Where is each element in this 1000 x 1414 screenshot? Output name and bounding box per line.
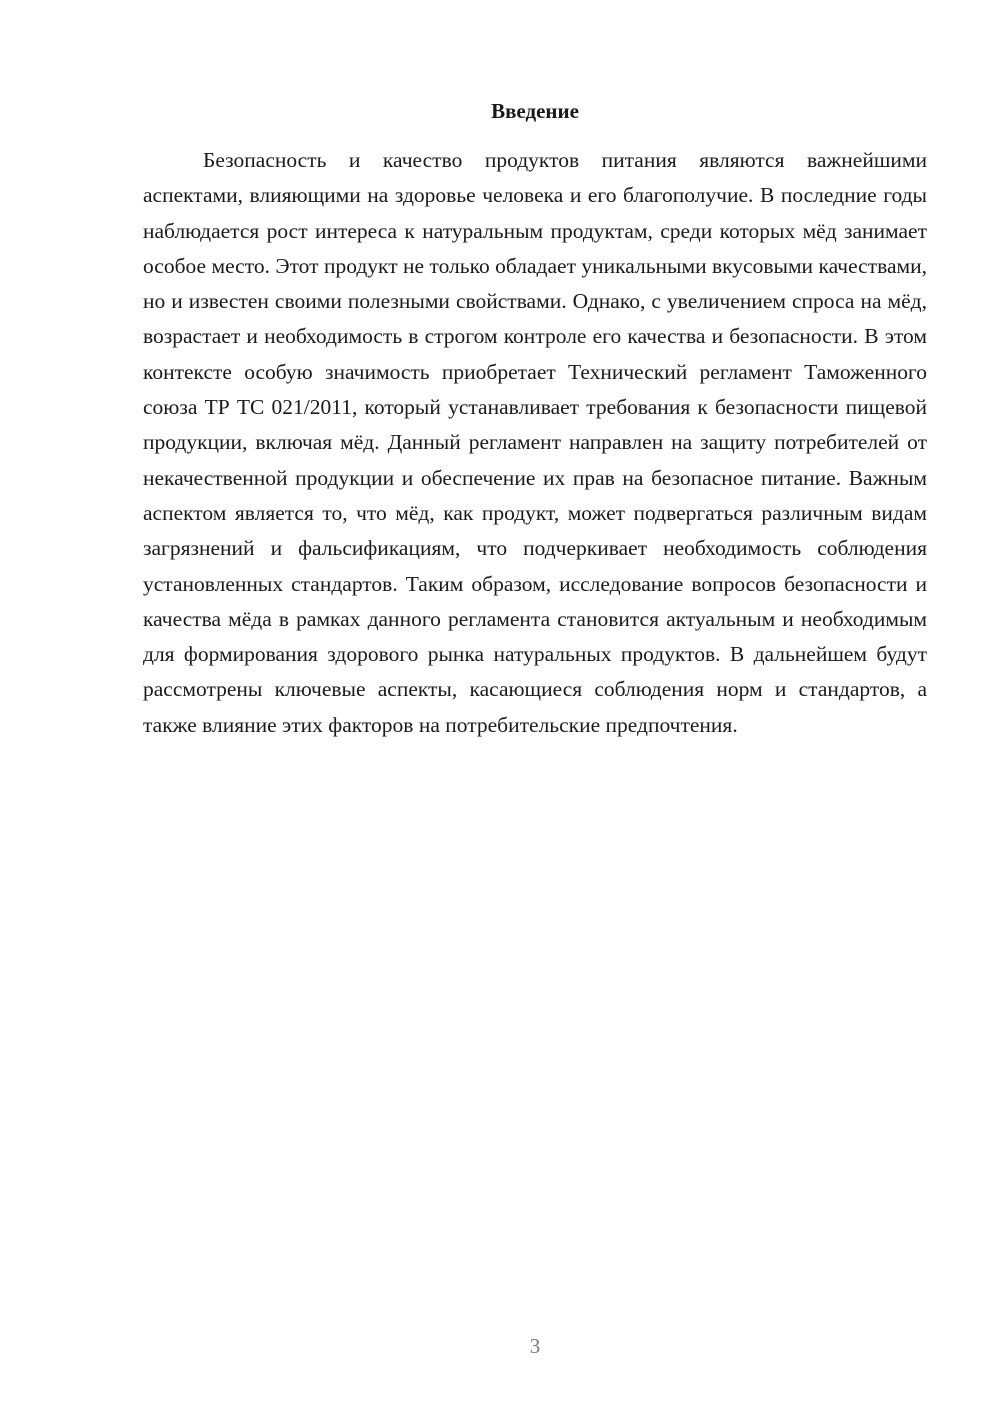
page-title: Введение: [491, 99, 579, 123]
page-number: 3: [529, 1334, 541, 1358]
introduction-paragraph: Безопасность и качество продуктов питания являются важнейшими аспектами, влияющими на здоровье человека и его благополучие. В последние годы наблюдается рост интереса к натуральным продуктам, среди которых мёд занимает особое место. Этот продукт не только обладает уникальными вкусовыми качествами, но и известен своими полезными свойствами. Однако, с увеличением спроса на мёд, возрастает и необходимость в строгом контроле его качества и безопасности. В этом контексте особую значимость приобретает Технический регламент Таможенного союза ТР ТС 021/2011, который устанавливает требования к безопасности пищевой продукции, включая мёд. Данный регламент направлен на защиту потребителей от некачественной продукции и обеспечение их прав на безопасное питание. Важным аспектом является то, что мёд, как продукт, может подвергаться различным видам загрязнений и фальсификациям, что подчеркивает необходимость соблюдения установленных стандартов. Таким образом, исследование вопросов безопасности и качества мёда в рамках данного регламента становится актуальным и необходимым для формирования здорового рынка натуральных продуктов. В дальнейшем будут рассмотрены ключевые аспекты, касающиеся соблюдения норм и стандартов, а также влияние этих факторов на потребительские предпочтения.: [143, 148, 927, 737]
